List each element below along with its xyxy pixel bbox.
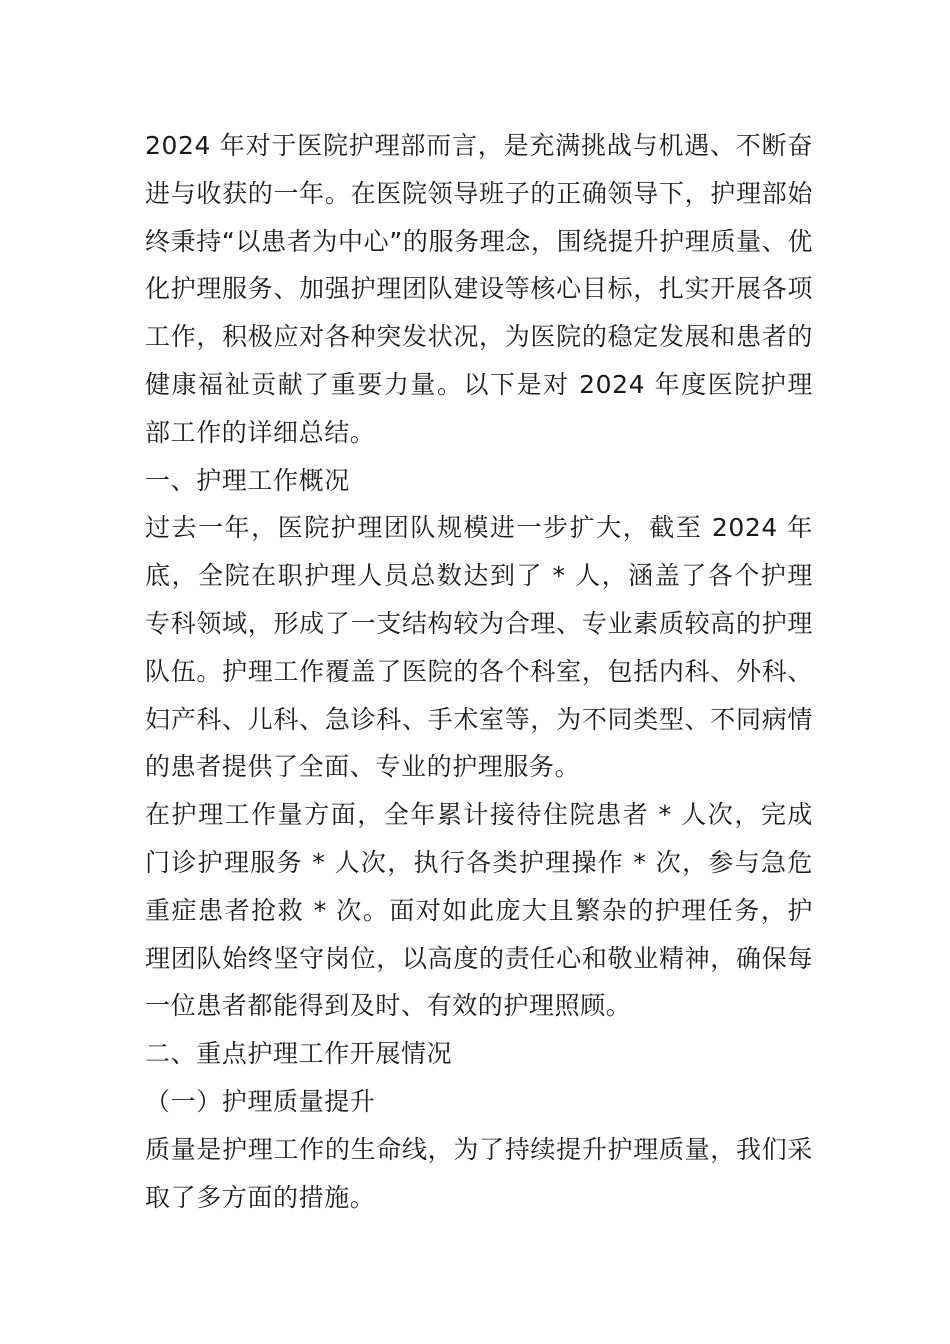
subsection-heading-quality: （一）护理质量提升 — [145, 1086, 376, 1116]
intro-paragraph: 2024 年对于医院护理部而言，是充满挑战与机遇、不断奋进与收获的一年。在医院领导班子的正确领导下，护理部始终秉持“以患者为中心”的服务理念，围绕提升护理质量、优化护理服务、加强护理团队建设等核心目标，扎实开展各项工作，积极应对各种突发状况，为医院的稳定发展和患者的健康福祉贡献了重要力量。以下是对 2024 年度医院护理部工作的详细总结。 — [145, 131, 813, 447]
overview-paragraph-workload: 在护理工作量方面，全年累计接待住院患者 * 人次，完成门诊护理服务 * 人次，执行各类护理操作 * 次，参与急危重症患者抢救 * 次。面对如此庞大且繁杂的护理任务，护理团队始终坚守岗位，以高度的责任心和敬业精神，确保每一位患者都能得到及时、有效的护理照顾。 — [145, 800, 813, 1021]
overview-paragraph-staff: 过去一年，医院护理团队规模进一步扩大，截至 2024 年底，全院在职护理人员总数达到了 * 人，涵盖了各个护理专科领域，形成了一支结构较为合理、专业素质较高的护理队伍。护理工作覆盖了医院的各个科室，包括内科、外科、妇产科、儿科、急诊科、手术室等，为不同类型、不同病情的患者提供了全面、专业的护理服务。 — [145, 513, 813, 782]
document-body — [145, 122, 813, 1221]
quality-paragraph: 质量是护理工作的生命线，为了持续提升护理质量，我们采取了多方面的措施。 — [145, 1134, 813, 1212]
section-heading-overview: 一、护理工作概况 — [145, 465, 350, 495]
section-heading-key-work: 二、重点护理工作开展情况 — [145, 1039, 453, 1069]
